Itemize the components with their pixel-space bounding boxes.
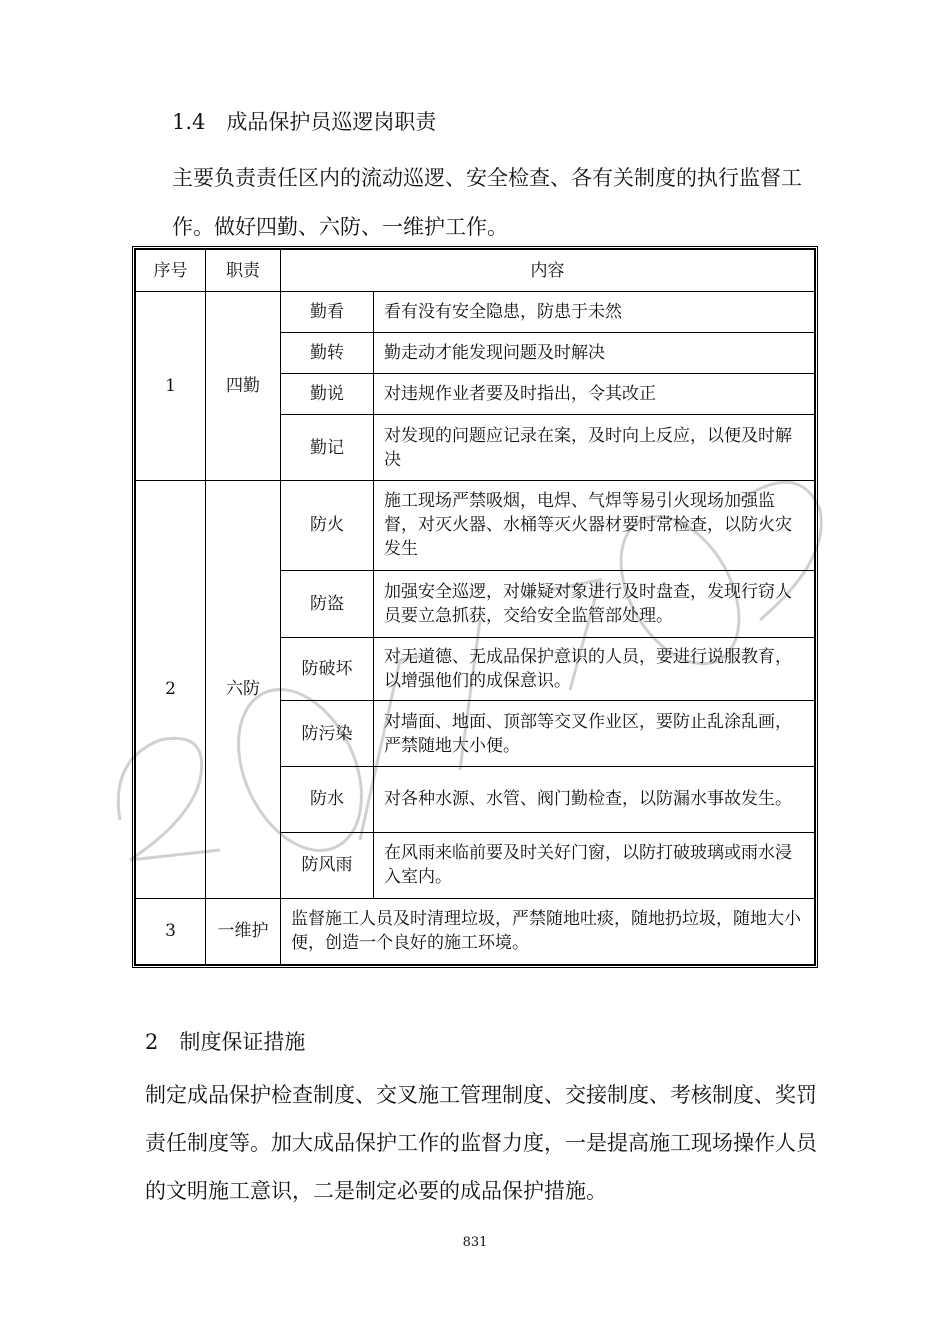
intro-paragraph: 主要负责责任区内的流动巡逻、安全检查、各有关制度的执行监督工作。做好四勤、六防、一维护工作。 [172,166,802,239]
group-index: 1 [136,292,206,481]
table-header-row [136,250,815,292]
header-content: 内容 [281,250,815,292]
section-heading-1-4: 1.4 成品保护员巡逻岗职责 [172,110,437,134]
header-duty: 职责 [206,250,281,292]
item-name: 勤看 [281,292,374,333]
item-description: 对墙面、地面、顶部等交叉作业区，要防止乱涂乱画，严禁随地大小便。 [374,701,815,767]
item-name: 防火 [281,480,374,570]
item-name: 勤说 [281,374,374,415]
item-description: 施工现场严禁吸烟，电焊、气焊等易引火现场加强监督，对灭火器、水桶等灭火器材要时常检查，以防火灾发生 [374,480,815,570]
item-name: 勤记 [281,415,374,480]
item-name: 防水 [281,767,374,832]
group-duty: 一维护 [206,898,281,964]
group-index: 3 [136,898,206,964]
item-description: 看有没有安全隐患，防患于未然 [374,292,815,333]
group-index: 2 [136,480,206,898]
duty-table [132,246,818,968]
group-duty: 四勤 [206,292,281,481]
item-description: 加强安全巡逻，对嫌疑对象进行及时盘查，发现行窃人员要立急抓获，交给安全监管部处理。 [374,570,815,637]
header-index: 序号 [136,250,206,292]
item-name: 防风雨 [281,832,374,898]
item-description: 监督施工人员及时清理垃圾，严禁随地吐痰，随地扔垃圾，随地大小便，创造一个良好的施工环境。 [281,898,815,964]
item-name: 防盗 [281,570,374,637]
paragraph-2: 制定成品保护检查制度、交叉施工管理制度、交接制度、考核制度、奖罚责任制度等。加大成品保护工作的监督力度，一是提高施工现场操作人员的文明施工意识，二是制定必要的成品保护措施。 [145,1083,817,1203]
table-row [136,898,815,964]
section-heading-2: 2 制度保证措施 [145,1030,306,1054]
item-name: 勤转 [281,333,374,374]
page-number: 831 [462,1235,488,1250]
item-name: 防破坏 [281,638,374,701]
item-description: 对违规作业者要及时指出，令其改正 [374,374,815,415]
item-name: 防污染 [281,701,374,767]
item-description: 对发现的问题应记录在案，及时向上反应，以便及时解决 [374,415,815,480]
item-description: 对无道德、无成品保护意识的人员，要进行说服教育，以增强他们的成保意识。 [374,638,815,701]
table-row [136,480,815,570]
item-description: 对各种水源、水管、阀门勤检查，以防漏水事故发生。 [374,767,815,832]
item-description: 勤走动才能发现问题及时解决 [374,333,815,374]
item-description: 在风雨来临前要及时关好门窗，以防打破玻璃或雨水浸入室内。 [374,832,815,898]
table-row [136,292,815,333]
group-duty: 六防 [206,480,281,898]
